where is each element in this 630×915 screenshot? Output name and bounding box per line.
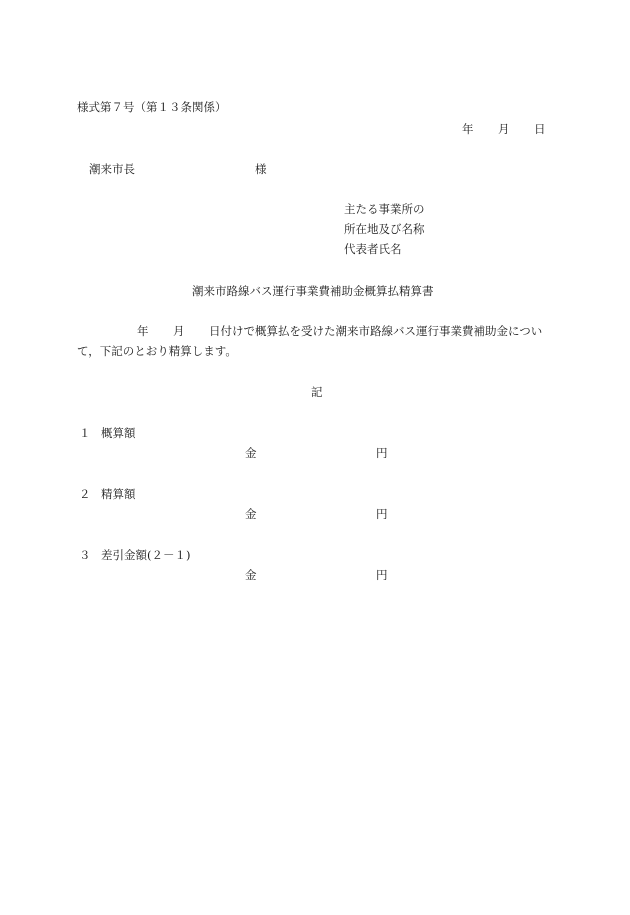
item-1-number: １ (79, 426, 91, 440)
addressee-name: 潮来市長 (89, 162, 135, 176)
applicant-address-label-2: 所在地及び名称 (344, 222, 425, 236)
item-1-en: 円 (376, 446, 388, 460)
form-number: 様式第７号（第１３条関係） (77, 100, 227, 114)
item-2-kin: 金 (245, 507, 257, 521)
applicant-representative-label: 代表者氏名 (344, 242, 402, 256)
item-3-number: ３ (79, 548, 91, 562)
body-line-1: 日付けで概算払を受けた潮来市路線バス運行事業費補助金につい (209, 324, 543, 338)
item-1-kin: 金 (245, 446, 257, 460)
body-month: 月 (173, 324, 185, 338)
ki-heading: 記 (311, 385, 323, 399)
body-line-2: て，下記のとおり精算します。 (77, 344, 237, 358)
date-year: 年 (462, 122, 474, 136)
addressee-honorific: 様 (255, 162, 267, 176)
document-title: 潮来市路線バス運行事業費補助金概算払精算書 (192, 284, 434, 298)
date-day: 日 (534, 122, 546, 136)
item-3-kin: 金 (245, 568, 257, 582)
applicant-address-label-1: 主たる事業所の (344, 202, 425, 216)
item-2-label: 精算額 (101, 487, 136, 501)
item-3-label: 差引金額(２－１) (101, 548, 191, 562)
item-2-en: 円 (376, 507, 388, 521)
body-year: 年 (137, 324, 149, 338)
date-month: 月 (498, 122, 510, 136)
item-3-en: 円 (376, 568, 388, 582)
item-1-label: 概算額 (101, 426, 136, 440)
item-2-number: ２ (79, 487, 91, 501)
